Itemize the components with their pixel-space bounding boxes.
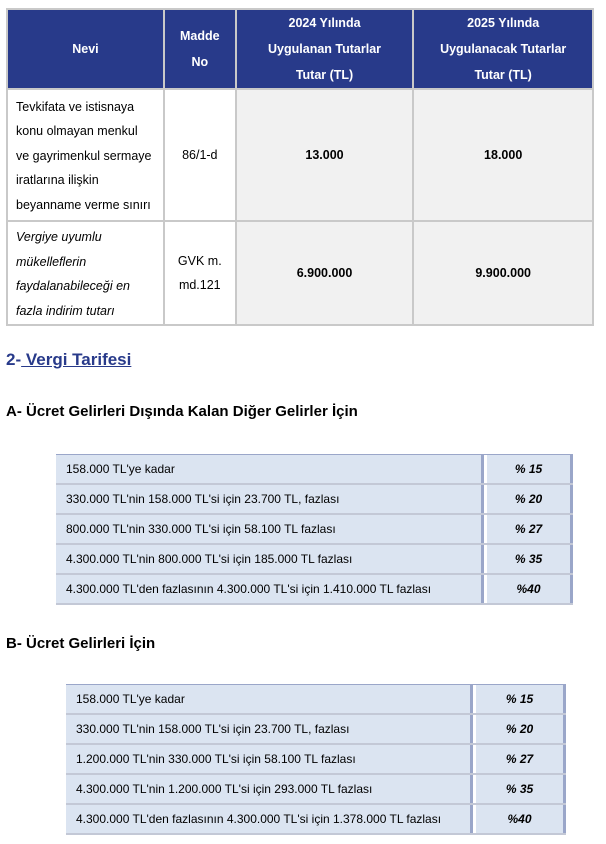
table-row bbox=[66, 745, 566, 775]
header-madde-line2: No bbox=[191, 55, 209, 69]
row1-2024-value: 13.000 bbox=[305, 147, 344, 162]
bracket-description: 1.200.000 TL'nin 330.000 TL'si için 58.100 TL fazlası bbox=[66, 745, 473, 773]
bracket-rate: % 20 bbox=[487, 485, 573, 513]
row1-2025-cell bbox=[414, 90, 592, 220]
header-nevi-label: Nevi bbox=[72, 42, 99, 56]
row2-2024-cell bbox=[237, 222, 413, 324]
header-2025-line1: 2025 Yılında bbox=[467, 16, 540, 30]
header-2024-line2: Uygulanan Tutarlar bbox=[268, 42, 382, 56]
bracket-rate: %40 bbox=[476, 805, 566, 833]
bracket-rate: % 15 bbox=[487, 455, 573, 483]
table-row bbox=[66, 685, 566, 715]
header-2024 bbox=[237, 10, 413, 88]
bracket-rate: % 27 bbox=[487, 515, 573, 543]
row2-nevi-cell bbox=[8, 222, 163, 324]
bracket-description: 4.300.000 TL'nin 800.000 TL'si için 185.000 TL fazlası bbox=[56, 545, 484, 573]
table-row bbox=[8, 90, 592, 220]
bracket-rate: % 35 bbox=[476, 775, 566, 803]
row1-nevi-line: Tevkifata ve istisnaya bbox=[16, 99, 135, 114]
header-2024-line1: 2024 Yılında bbox=[288, 16, 361, 30]
row1-nevi-line: beyanname verme sınırı bbox=[16, 197, 151, 212]
header-row bbox=[8, 10, 592, 88]
header-nevi bbox=[8, 10, 163, 88]
amounts-table bbox=[6, 8, 594, 326]
section-b-title: B- Ücret Gelirleri İçin bbox=[6, 635, 156, 652]
table-row bbox=[66, 775, 566, 805]
bracket-rate: %40 bbox=[487, 575, 573, 603]
row2-2025-cell bbox=[414, 222, 592, 324]
row1-nevi-line: iratlarına ilişkin bbox=[16, 173, 99, 188]
row2-2024-value: 6.900.000 bbox=[296, 265, 353, 280]
row2-nevi-line: mükelleflerin bbox=[16, 254, 87, 269]
table-row bbox=[56, 575, 573, 605]
header-2025-line2: Uygulanacak Tutarlar bbox=[440, 42, 567, 56]
tariff-table-b bbox=[66, 684, 566, 835]
table-row bbox=[8, 222, 592, 324]
row1-madde: 86/1-d bbox=[182, 147, 218, 162]
table-row bbox=[66, 715, 566, 745]
table-row bbox=[66, 805, 566, 835]
bracket-description: 4.300.000 TL'nin 1.200.000 TL'si için 293.000 TL fazlası bbox=[66, 775, 473, 803]
header-madde-line1: Madde bbox=[179, 29, 220, 43]
bracket-rate: % 35 bbox=[487, 545, 573, 573]
row1-nevi-line: ve gayrimenkul sermaye bbox=[16, 148, 152, 163]
table-row bbox=[56, 455, 573, 485]
bracket-description: 330.000 TL'nin 158.000 TL'si için 23.700 TL, fazlası bbox=[66, 715, 473, 743]
header-2025-line3: Tutar (TL) bbox=[474, 68, 532, 82]
bracket-description: 4.300.000 TL'den fazlasının 4.300.000 TL'si için 1.410.000 TL fazlası bbox=[56, 575, 484, 603]
row2-2025-value: 9.900.000 bbox=[475, 265, 531, 280]
bracket-description: 4.300.000 TL'den fazlasının 4.300.000 TL'si için 1.378.000 TL fazlası bbox=[66, 805, 473, 833]
section-2-number: 2- bbox=[6, 350, 22, 369]
row1-nevi-cell bbox=[8, 90, 163, 220]
header-2024-line3: Tutar (TL) bbox=[295, 68, 354, 82]
table-row bbox=[56, 485, 573, 515]
row2-nevi-line: fazla indirim tutarı bbox=[16, 303, 115, 318]
row1-madde-cell bbox=[165, 90, 235, 220]
row1-2025-value: 18.000 bbox=[484, 147, 523, 162]
bracket-rate: % 27 bbox=[476, 745, 566, 773]
row2-madde-cell bbox=[165, 222, 235, 324]
table-row bbox=[56, 515, 573, 545]
table-row bbox=[56, 545, 573, 575]
row2-madde-line2: md.121 bbox=[178, 278, 221, 292]
bracket-rate: % 20 bbox=[476, 715, 566, 743]
row2-nevi-line: Vergiye uyumlu bbox=[16, 230, 102, 244]
bracket-description: 158.000 TL'ye kadar bbox=[66, 685, 473, 713]
bracket-description: 158.000 TL'ye kadar bbox=[56, 455, 484, 483]
bracket-description: 800.000 TL'nin 330.000 TL'si için 58.100 TL fazlası bbox=[56, 515, 484, 543]
row1-nevi-line: konu olmayan menkul bbox=[16, 124, 138, 139]
header-madde-no bbox=[165, 10, 235, 88]
row2-madde-line1: GVK m. bbox=[177, 253, 222, 268]
section-2-title-link[interactable]: Vergi Tarifesi bbox=[21, 350, 132, 369]
row1-2024-cell bbox=[237, 90, 413, 220]
header-2025 bbox=[414, 10, 592, 88]
tariff-table-a bbox=[56, 454, 573, 605]
section-a-title: A- Ücret Gelirleri Dışında Kalan Diğer Gelirler İçin bbox=[6, 403, 358, 420]
bracket-rate: % 15 bbox=[476, 685, 566, 713]
row2-nevi-line: faydalanabileceği en bbox=[16, 279, 130, 293]
section-2-heading bbox=[6, 350, 131, 370]
bracket-description: 330.000 TL'nin 158.000 TL'si için 23.700 TL, fazlası bbox=[56, 485, 484, 513]
